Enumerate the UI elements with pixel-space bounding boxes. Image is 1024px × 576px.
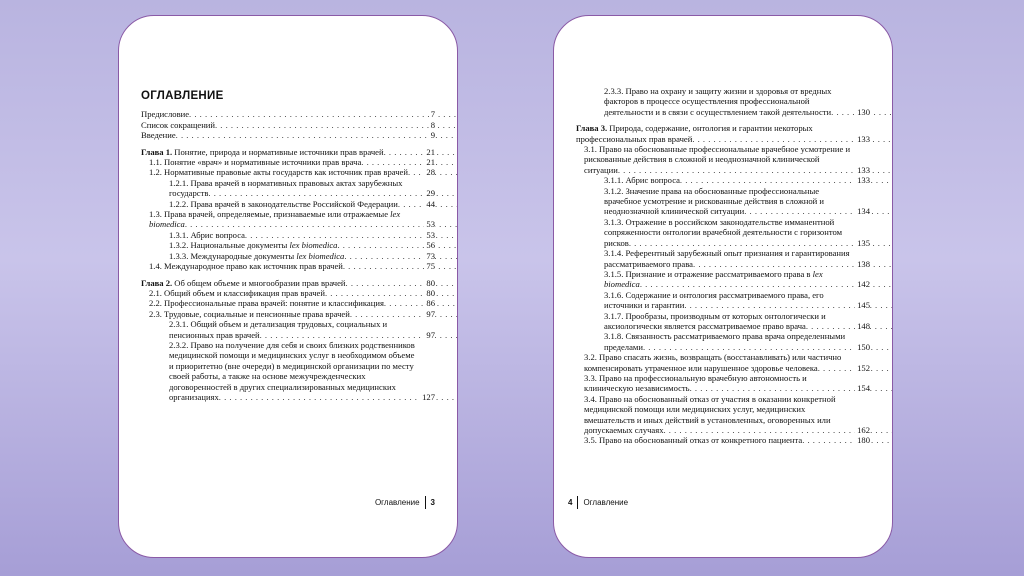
page-number: 3 xyxy=(430,498,435,507)
toc-entry[interactable]: Список сокращений . . . 8 xyxy=(141,120,435,130)
toc-entry[interactable]: 3.3. Право на профессиональную врачебную автономность и клиническую независимость . . . 154 xyxy=(576,373,870,394)
toc-entry[interactable]: 2.2. Профессиональные права врачей: понятие и классификация . . . 86 xyxy=(141,298,435,308)
toc-entry[interactable]: 2.3.2. Право на получение для себя и своих близких родственников медицинской помощи и медицинских услуг в необходимом объеме и приоритетно (вне очереди) в медицинской организации по месту своей работы, а также на основе межучрежденческих договоренностей в других специализированных медицинских организациях . . . 127 xyxy=(141,340,435,402)
footer-divider xyxy=(425,496,426,509)
toc-entry[interactable]: 1.2.2. Права врачей в законодательстве Российской Федерации . . . 44 xyxy=(141,199,435,209)
toc-entry[interactable]: Предисловие . . . 7 xyxy=(141,109,435,119)
toc-entry[interactable]: 2.1. Общий объем и классификация прав врачей . . . 80 xyxy=(141,288,435,298)
page-number: 4 xyxy=(568,498,573,507)
toc-chapter-entry[interactable]: Глава 3. Природа, содержание, онтология и гарантии некоторых профессиональных прав врачей . . . 133 xyxy=(576,123,870,144)
toc-entry[interactable]: 3.1. Право на обоснованные профессиональные врачебное усмотрение и рискованные действия в сложной и неоднозначной клинической ситуации . . . 133 xyxy=(576,144,870,175)
toc-entry[interactable]: 3.1.3. Отражение в российском законодательстве имманентной сопряженности онтологии врачебной деятельности с горизонтом рисков . . . 135 xyxy=(576,217,870,248)
toc-entry[interactable]: 3.1.5. Признание и отражение рассматриваемого права в lex biomedica . . . 142 xyxy=(576,269,870,290)
toc-entry[interactable]: 1.2.1. Права врачей в нормативных правовых актах зарубежных государств . . . 29 xyxy=(141,178,435,199)
toc-entry[interactable]: 3.1.6. Содержание и онтология рассматриваемого права, его источники и гарантии . . . 145 xyxy=(576,290,870,311)
toc-entry[interactable]: 3.1.2. Значение права на обоснованные профессиональные врачебное усмотрение и рискованные действия в сложной и неоднозначной клинической ситуации . . . 134 xyxy=(576,186,870,217)
toc-page-left xyxy=(118,15,458,558)
toc-entry[interactable]: 3.5. Право на обоснованный отказ от конкретного пациента . . . 180 xyxy=(576,435,870,445)
toc-entry[interactable]: 1.3. Права врачей, определяемые, признаваемые или отражаемые lex biomedica . . . 53 xyxy=(141,209,435,230)
toc-chapter-entry[interactable]: Глава 2. Об общем объеме и многообразии прав врачей . . . 80 xyxy=(141,278,435,288)
toc-entry[interactable]: 1.4. Международное право как источник прав врачей . . . 75 xyxy=(141,261,435,271)
toc-entry[interactable]: 3.1.1. Абрис вопроса . . . 133 xyxy=(576,175,870,185)
toc-entry[interactable]: 3.2. Право спасать жизнь, возвращать (восстанавливать) или частично компенсировать утраченное или нарушенное здоровье человека . . . 152 xyxy=(576,352,870,373)
toc-entry[interactable]: 2.3.1. Общий объем и детализация трудовых, социальных и пенсионных прав врачей . . . 97 xyxy=(141,319,435,340)
toc-right xyxy=(576,86,870,446)
toc-entry[interactable]: 3.1.8. Связанность рассматриваемого права врача определенными пределами . . . 150 xyxy=(576,331,870,352)
footer-label: Оглавление xyxy=(583,498,629,507)
toc-entry[interactable]: 1.3.2. Национальные документы lex biomedica . . . 56 xyxy=(141,240,435,250)
toc-page-right xyxy=(553,15,893,558)
toc-left xyxy=(141,91,435,402)
footer-divider xyxy=(577,496,578,509)
toc-entry[interactable]: 1.1. Понятие «врач» и нормативные источники прав врача . . . 21 xyxy=(141,157,435,167)
toc-entry[interactable]: 1.3.3. Международные документы lex biomedica . . . 73 xyxy=(141,251,435,261)
toc-entry[interactable]: 2.3.3. Право на охрану и защиту жизни и здоровья от вредных факторов в процессе осуществления профессиональной деятельности и в связи с осуществлением такой деятельности . . . 130 xyxy=(576,86,870,117)
toc-entry[interactable]: 1.2. Нормативные правовые акты государств как источник прав врачей . . . 28 xyxy=(141,167,435,177)
toc-entry[interactable]: 3.1.4. Референтный зарубежный опыт признания и гарантирования рассматриваемого права . . . 138 xyxy=(576,248,870,269)
toc-entry[interactable]: 2.3. Трудовые, социальные и пенсионные права врачей . . . 97 xyxy=(141,309,435,319)
toc-entry[interactable]: 3.1.7. Прообразы, производным от которых онтологически и аксиологически является рассматриваемое право врача . . . 148 xyxy=(576,311,870,332)
footer-label: Оглавление xyxy=(374,498,420,507)
toc-heading: ОГЛАВЛЕНИЕ xyxy=(141,90,224,102)
page-footer xyxy=(568,496,628,509)
toc-chapter-entry[interactable]: Глава 1. Понятие, природа и нормативные источники прав врачей . . . 21 xyxy=(141,147,435,157)
toc-entry[interactable]: 3.4. Право на обоснованный отказ от участия в оказании конкретной медицинской помощи или медицинских услуг, медицинских вмешательств и иных действий в установленных, оговоренных или допускаемых случаях . . . 162 xyxy=(576,394,870,436)
toc-entry[interactable]: Введение . . . 9 xyxy=(141,130,435,140)
toc-entry[interactable]: 1.3.1. Абрис вопроса . . . 53 xyxy=(141,230,435,240)
page-footer xyxy=(375,496,435,509)
